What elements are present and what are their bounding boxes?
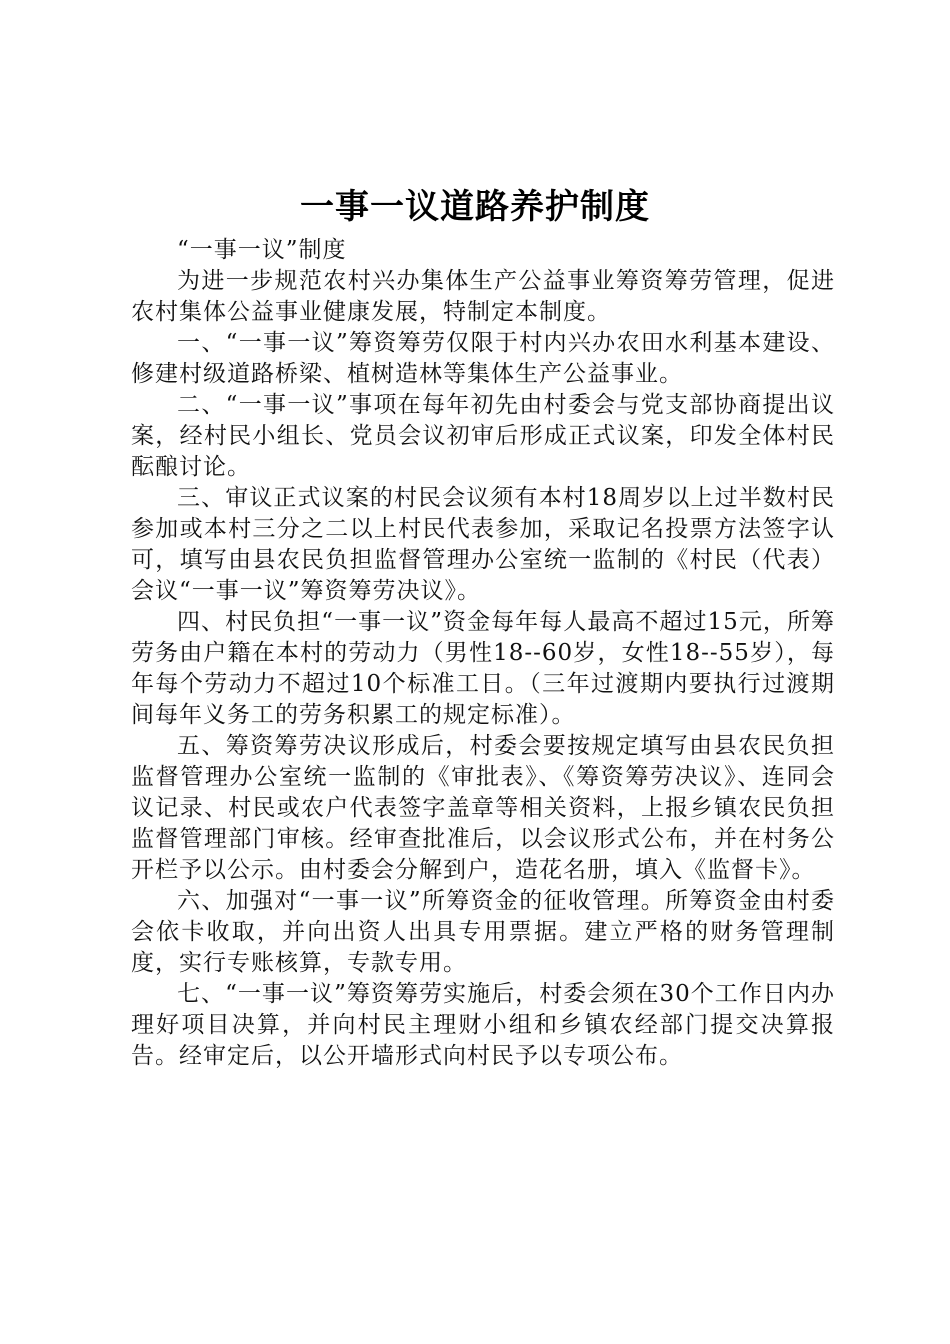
paragraph-item-6: 六、加强对“一事一议”所筹资金的征收管理。所筹资金由村委会依卡收取，并向出资人出具专用票据。建立严格的财务管理制度，实行专账核算，专款专用。 xyxy=(131,888,835,976)
document-title: 一事一议道路养护制度 xyxy=(300,187,650,227)
paragraph-item-1: 一、“一事一议”筹资筹劳仅限于村内兴办农田水利基本建设、修建村级道路桥梁、植树造林等集体生产公益事业。 xyxy=(131,330,835,387)
paragraph-item-5: 五、筹资筹劳决议形成后，村委会要按规定填写由县农民负担监督管理办公室统一监制的《审批表》、《筹资筹劳决议》、连同会议记录、村民或农户代表签字盖章等相关资料，上报乡镇农民负担监督管理部门审核。经审查批准后，以会议形式公布，并在村务公开栏予以公示。由村委会分解到户，造花名册，填入《监督卡》。 xyxy=(131,733,835,883)
paragraph-item-7: 七、“一事一议”筹资筹劳实施后，村委会须在30个工作日内办理好项目决算，并向村民主理财小组和乡镇农经部门提交决算报告。经审定后，以公开墙形式向村民予以专项公布。 xyxy=(131,981,835,1069)
document-body xyxy=(131,235,835,1072)
paragraph-subtitle: “一事一议”制度 xyxy=(177,237,347,263)
paragraph-item-4: 四、村民负担“一事一议”资金每年每人最高不超过15元，所筹劳务由户籍在本村的劳动力（男性18--60岁，女性18--55岁），每年每个劳动力不超过10个标准工日。（三年过渡期内要执行过渡期间每年义务工的劳务积累工的规定标准）。 xyxy=(131,609,835,728)
paragraph-item-3: 三、审议正式议案的村民会议须有本村18周岁以上过半数村民参加或本村三分之二以上村民代表参加，采取记名投票方法签字认可，填写由县农民负担监督管理办公室统一监制的《村民（代表）会议“一事一议”筹资筹劳决议》。 xyxy=(131,485,835,604)
paragraph-item-2: 二、“一事一议”事项在每年初先由村委会与党支部协商提出议案，经村民小组长、党员会议初审后形成正式议案，印发全体村民酝酿讨论。 xyxy=(131,392,835,480)
paragraph-intro: 为进一步规范农村兴办集体生产公益事业筹资筹劳管理，促进农村集体公益事业健康发展，特制定本制度。 xyxy=(131,268,835,325)
